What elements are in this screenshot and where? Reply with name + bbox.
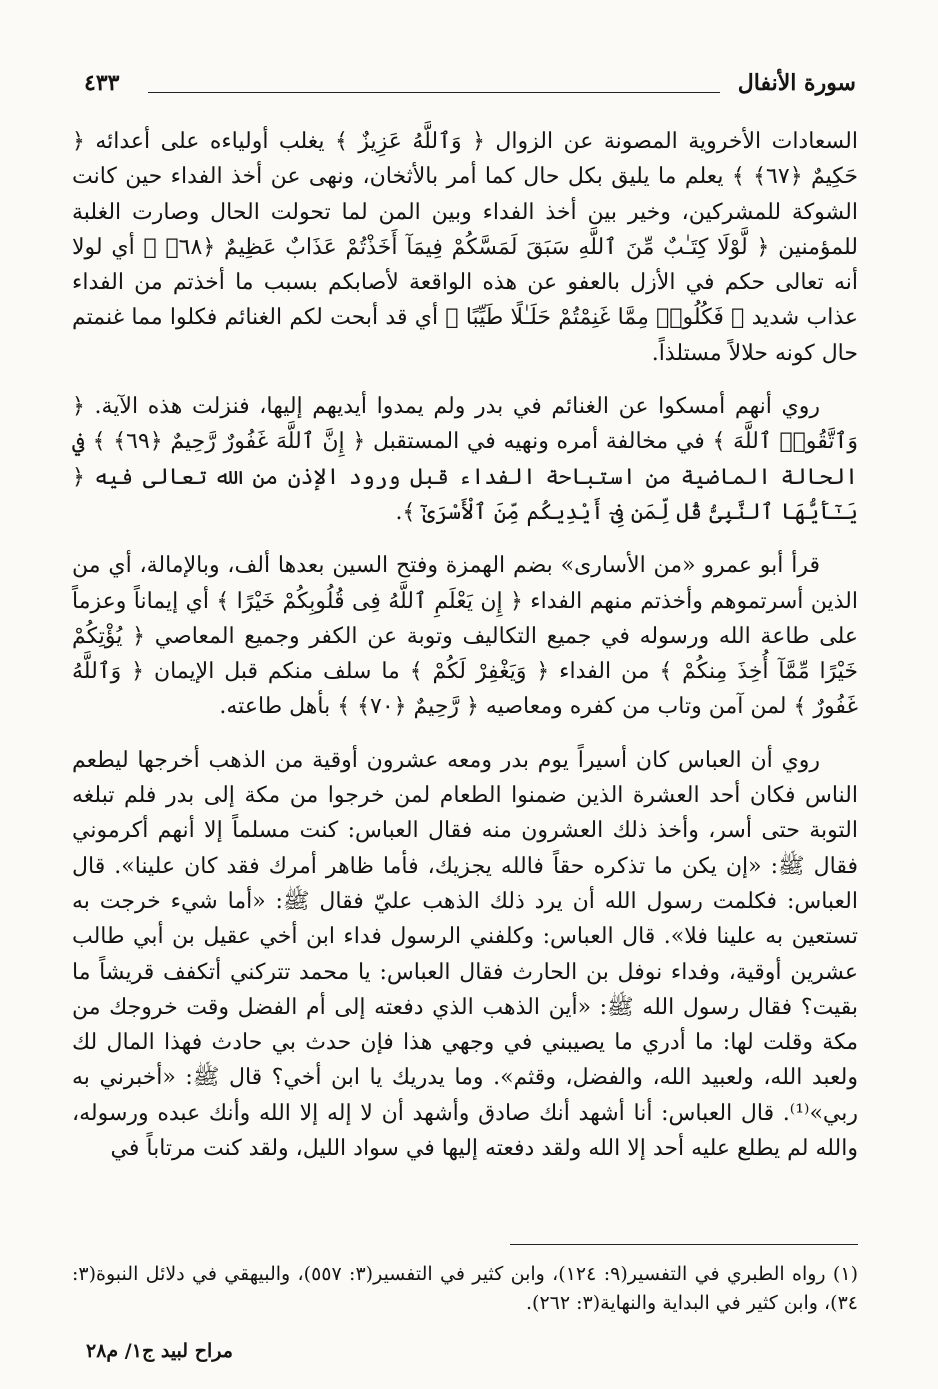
- page-header: [84, 66, 856, 106]
- footnote: (١) رواه الطبري في التفسير(٩: ١٢٤)، وابن كثير في التفسير(٣: ٥٥٧)، والبيهقي في دلائل النبوة(٣: ٣٤)، وابن كثير في البداية والنهاية(٣: ٢٦٢).: [72, 1263, 858, 1314]
- page-number: ٤٣٣: [84, 70, 120, 96]
- header-rule: [148, 92, 720, 93]
- paragraph: روي أنهم أمسكوا عن الغنائم في بدر ولم يمدوا أيديهم إليها، فنزلت هذه الآية. ﴿ وَٱتَّقُوا۟ ٱللَّهَ ﴾ في مخالفة أمره ونهيه في المستقبل ﴿ إِنَّ ٱللَّهَ غَفُورٌ رَّحِيمٌ ﴿٦٩﴾ ﴾ في الحالة الماضية من استباحة الفداء قبل ورود الإذن من الله تعالى فيه ﴿ يَـٰٓأَيُّهَا ٱلنَّبِىُّ قُل لِّمَن فِىٓ أَيْدِيكُم مِّنَ ٱلْأَسْرَىٰٓ ﴾.: [72, 394, 858, 525]
- page-body: [72, 124, 858, 1166]
- paragraph: قرأ أبو عمرو «من الأسارى» بضم الهمزة وفتح السين بعدها ألف، وبالإمالة، أي من الذين أسرتموهم وأخذتم منهم الفداء ﴿ إِن يَعْلَمِ ٱللَّهُ فِى قُلُوبِكُمْ خَيْرًا ﴾ أي إيماناً وعزماً على طاعة الله ورسوله في جميع التكاليف وتوبة عن الكفر وجميع المعاصي ﴿ يُؤْتِكُمْ خَيْرًا مِّمَّآ أُخِذَ مِنكُمْ ﴾ من الفداء ﴿ وَيَغْفِرْ لَكُمْ ﴾ ما سلف منكم قبل الإيمان ﴿ وَٱللَّهُ غَفُورٌ ﴾ لمن آمن وتاب من كفره ومعاصيه ﴿ رَّحِيمٌ ﴿٧٠﴾ ﴾ بأهل طاعته.: [72, 553, 858, 720]
- surah-title: سورة الأنفال: [737, 70, 856, 96]
- paragraph: روي أن العباس كان أسيراً يوم بدر ومعه عشرون أوقية من الذهب أخرجها ليطعم الناس فكان أحد العشرة الذين ضمنوا الطعام لمن خرجوا من مكة إلى بدر فلم تبلغه التوبة حتى أسر، وأخذ ذلك العشرون منه فقال العباس: كنت مسلماً إلا أنهم أكرموني فقال ﷺ: «إن يكن ما تذكره حقاً فالله يجزيك، فأما ظاهر أمرك فقد كان علينا». قال العباس: فكلمت رسول الله أن يرد ذلك الذهب عليّ فقال ﷺ: «أما شيء خرجت به تستعين به علينا فلا». قال العباس: وكلفني الرسول فداء ابن أخي عقيل بن أبي طالب عشرين أوقية، وفداء نوفل بن الحارث فقال العباس: يا محمد تتركني أتكفف قريشاً ما بقيت؟ فقال رسول الله ﷺ: «أين الذهب الذي دفعته إلى أم الفضل وقت خروجك من مكة وقلت لها: ما أدري ما يصيبني في وجهي هذا فإن حدث بي حادث فهذا المال لك ولعبد الله، ولعبيد الله، والفضل، وقثم». وما يدريك يا ابن أخي؟ قال ﷺ: «أخبرني به ربي»⁽¹⁾. قال العباس: أنا أشهد أنك صادق وأشهد أن لا إله إلا الله وأنك عبده ورسوله، والله لم يطلع عليه أحد إلا الله ولقد دفعته إليها في سواد الليل، ولقد كنت مرتاباً في: [72, 747, 858, 1162]
- paragraph: السعادات الأخروية المصونة عن الزوال ﴿ وَٱللَّهُ عَزِيزٌ ﴾ يغلب أولياءه على أعدائه ﴿ حَكِيمٌ ﴿٦٧﴾ ﴾ يعلم ما يليق بكل حال كما أمر بالأثخان، ونهى عن أخذ الفداء حين كانت الشوكة للمشركين، وخير بين أخذ الفداء وبين المن لما تحولت الحال وصارت الغلبة للمؤمنين ﴿ لَّوْلَا كِتَـٰبٌ مِّنَ ٱللَّهِ سَبَقَ لَمَسَّكُمْ فِيمَآ أَخَذْتُمْ عَذَابٌ عَظِيمٌ ﴿٦٨﴾ ﴾ أي لولا أنه تعالى حكم في الأزل بالعفو عن هذه الواقعة لأصابكم بسبب ما أخذتم من الفداء عذاب شديد ﴿ فَكُلُوا۟ مِمَّا غَنِمْتُمْ حَلَـٰلًا طَيِّبًا ﴾ أي قد أبحت لكم الغنائم فكلوا مما غنمتم حال كونه حلالاً مستلذاً.: [72, 129, 858, 366]
- footnote-rule: [510, 1244, 858, 1245]
- printer-signature: مراح لبيد ج١/ م٢٨: [86, 1340, 233, 1362]
